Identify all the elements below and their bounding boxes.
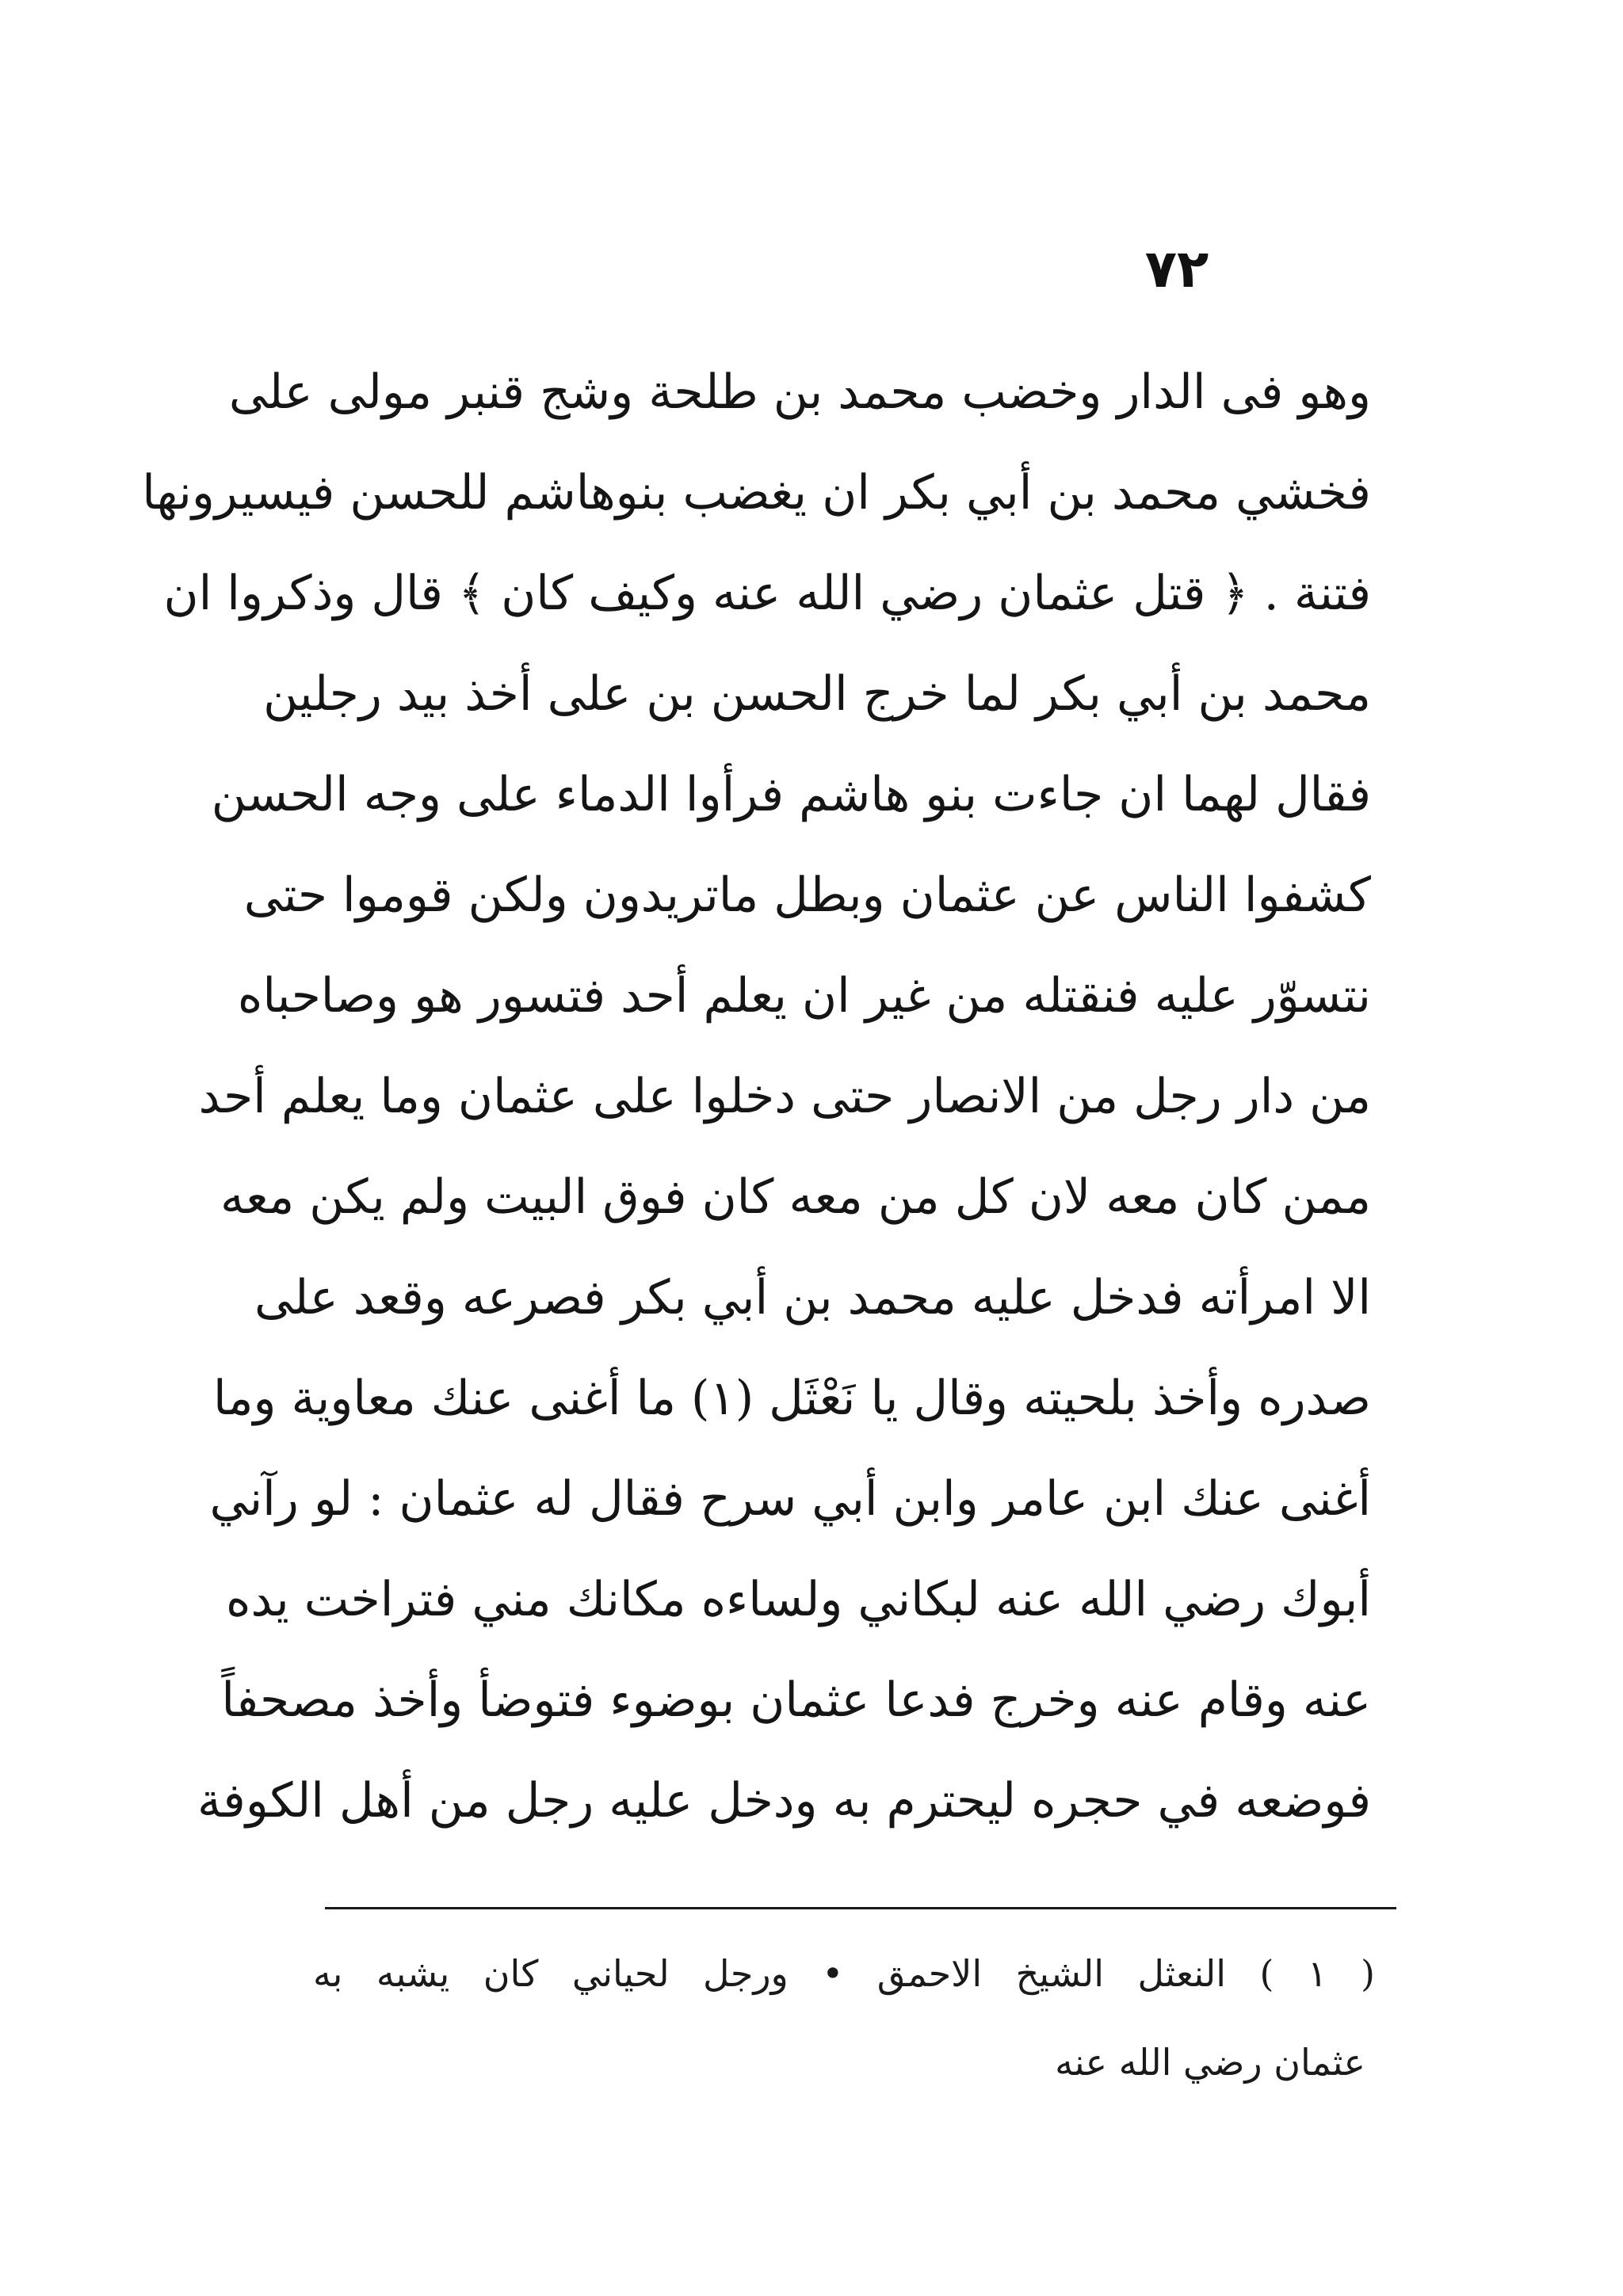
text-line: فخشي محمد بن أبي بكر ان يغضب بنوهاشم للحسن فيسيرونها	[142, 465, 1371, 521]
page-number: ٧٢	[1144, 238, 1209, 299]
text-line: الا امرأته فدخل عليه محمد بن أبي بكر فصرعه وقعد على	[254, 1270, 1371, 1325]
text-line: فتنة . ﴿ قتل عثمان رضي الله عنه وكيف كان ﴾ قال وذكروا ان	[163, 566, 1371, 621]
text-line: كشفوا الناس عن عثمان وبطل ماتريدون ولكن قوموا حتى	[243, 868, 1371, 923]
text-line: من دار رجل من الانصار حتى دخلوا على عثمان وما يعلم أحد	[198, 1069, 1371, 1124]
text-line: فوضعه في حجره ليحترم به ودخل عليه رجل من أهل الكوفة	[197, 1773, 1371, 1829]
text-line: نتسوّر عليه فنقتله من غير ان يعلم أحد فتسور هو وصاحباه	[237, 968, 1371, 1024]
main-text-block	[142, 342, 1371, 1852]
text-line: عنه وقام عنه وخرج فدعا عثمان بوضوء فتوضأ وأخذ مصحفاً	[221, 1672, 1371, 1728]
text-line: وهو فى الدار وخضب محمد بن طلحة وشج قنبر مولى على	[228, 364, 1371, 420]
text-line: محمد بن أبي بكر لما خرج الحسن بن على أخذ بيد رجلين	[263, 666, 1371, 722]
text-line: ممن كان معه لان كل من معه كان فوق البيت ولم يكن معه	[220, 1169, 1371, 1225]
footnote-line: ( ١ ) النعثل الشيخ الاحمق • ورجل لحياني كان يشبه به	[313, 1952, 1375, 1995]
footnote-block	[313, 1929, 1375, 2107]
text-line: فقال لهما ان جاءت بنو هاشم فرأوا الدماء على وجه الحسن	[211, 767, 1371, 822]
footnote-divider	[325, 1907, 1396, 1909]
text-line: أبوك رضي الله عنه لبكاني ولساءه مكانك مني فتراخت يده	[226, 1572, 1371, 1627]
footnote-line: عثمان رضي الله عنه	[1055, 2041, 1365, 2084]
text-line: صدره وأخذ بلحيته وقال يا نَعْثَل (١) ما أغنى عنك معاوية وما	[213, 1371, 1371, 1426]
text-line: أغنى عنك ابن عامر وابن أبي سرح فقال له عثمان : لو رآني	[209, 1471, 1371, 1527]
